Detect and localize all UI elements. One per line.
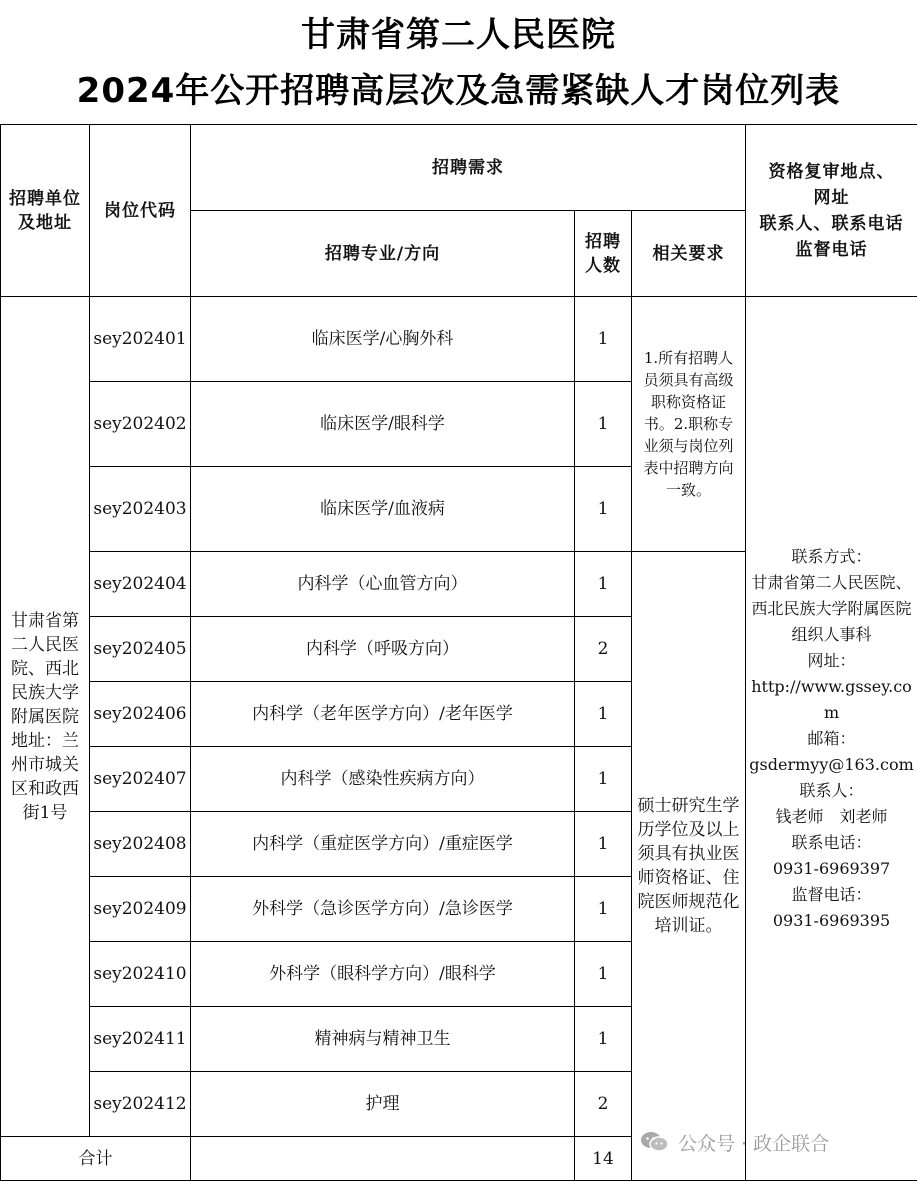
position-count: 1 — [575, 552, 632, 617]
supervision-phone: 0931-6969395 — [772, 910, 891, 930]
position-count: 1 — [575, 682, 632, 747]
position-major: 内科学（老年医学方向）/老年医学 — [191, 682, 575, 747]
header-contact-line: 资格复审地点、 — [768, 161, 895, 182]
contact-line: 联系电话： — [791, 832, 872, 852]
position-major: 外科学（急诊医学方向）/急诊医学 — [191, 877, 575, 942]
position-code: sey202406 — [90, 682, 191, 747]
total-count: 14 — [575, 1137, 632, 1181]
contact-line: 邮箱： — [807, 728, 856, 748]
position-count: 1 — [575, 382, 632, 467]
position-code: sey202411 — [90, 1007, 191, 1072]
total-label: 合计 — [1, 1137, 191, 1181]
position-count: 1 — [575, 297, 632, 382]
position-count: 1 — [575, 942, 632, 1007]
requirements-group1: 1.所有招聘人员须具有高级职称资格证书。2.职称专业须与岗位列表中招聘方向一致。 — [632, 297, 746, 552]
position-major: 外科学（眼科学方向）/眼科学 — [191, 942, 575, 1007]
unit-address-cell: 甘肃省第二人民医院、西北民族大学附属医院地址：兰州市城关区和政西街1号 — [1, 297, 90, 1137]
header-count: 招聘人数 — [575, 211, 632, 297]
header-demand: 招聘需求 — [191, 125, 746, 211]
header-requirements: 相关要求 — [632, 211, 746, 297]
positions-table — [0, 124, 917, 1181]
header-contact-line: 联系人、联系电话 — [759, 213, 904, 234]
position-major: 内科学（感染性疾病方向） — [191, 747, 575, 812]
contact-line: 监督电话： — [791, 884, 872, 904]
contact-line: 联系方式： — [791, 546, 872, 566]
contact-cell — [746, 297, 917, 1181]
position-major: 内科学（重症医学方向）/重症医学 — [191, 812, 575, 877]
document-title-line2: 2024年公开招聘高层次及急需紧缺人才岗位列表 — [76, 71, 841, 111]
position-major: 精神病与精神卫生 — [191, 1007, 575, 1072]
contact-email: gsdermyy@163.com — [749, 754, 914, 774]
requirements-group2: 硕士研究生学历学位及以上须具有执业医师资格证、住院医师规范化培训证。 — [632, 552, 746, 1181]
position-count: 1 — [575, 747, 632, 812]
contact-persons: 钱老师 刘老师 — [775, 806, 888, 826]
contact-line: 联系人： — [799, 780, 864, 800]
position-code: sey202402 — [90, 382, 191, 467]
header-major: 招聘专业/方向 — [191, 211, 575, 297]
position-code: sey202409 — [90, 877, 191, 942]
position-code: sey202404 — [90, 552, 191, 617]
position-count: 1 — [575, 467, 632, 552]
contact-website: http://www.gssey.com — [751, 676, 912, 722]
position-code: sey202412 — [90, 1072, 191, 1137]
position-major: 内科学（心血管方向） — [191, 552, 575, 617]
header-contact-line: 监督电话 — [795, 239, 868, 260]
position-count: 2 — [575, 617, 632, 682]
position-count: 1 — [575, 877, 632, 942]
header-unit: 招聘单位及地址 — [1, 125, 90, 297]
total-major-empty — [191, 1137, 575, 1181]
watermark — [640, 1128, 829, 1156]
position-major: 临床医学/血液病 — [191, 467, 575, 552]
position-major: 内科学（呼吸方向） — [191, 617, 575, 682]
position-count: 2 — [575, 1072, 632, 1137]
header-code: 岗位代码 — [90, 125, 191, 297]
position-major: 护理 — [191, 1072, 575, 1137]
position-major: 临床医学/心胸外科 — [191, 297, 575, 382]
wechat-icon — [640, 1130, 670, 1154]
watermark-text: 公众号 · 政企联合 — [678, 1132, 830, 1155]
position-code: sey202410 — [90, 942, 191, 1007]
contact-line: 甘肃省第二人民医院、西北民族大学附属医院组织人事科 — [751, 572, 912, 644]
position-code: sey202408 — [90, 812, 191, 877]
position-code: sey202407 — [90, 747, 191, 812]
contact-phone: 0931-6969397 — [772, 858, 891, 878]
position-code: sey202405 — [90, 617, 191, 682]
position-count: 1 — [575, 812, 632, 877]
header-contact-line: 网址 — [813, 187, 850, 208]
position-code: sey202403 — [90, 467, 191, 552]
position-count: 1 — [575, 1007, 632, 1072]
contact-line: 网址： — [807, 650, 856, 670]
header-contact — [746, 125, 917, 297]
position-major: 临床医学/眼科学 — [191, 382, 575, 467]
document-title-line1: 甘肃省第二人民医院 — [301, 15, 616, 55]
position-code: sey202401 — [90, 297, 191, 382]
